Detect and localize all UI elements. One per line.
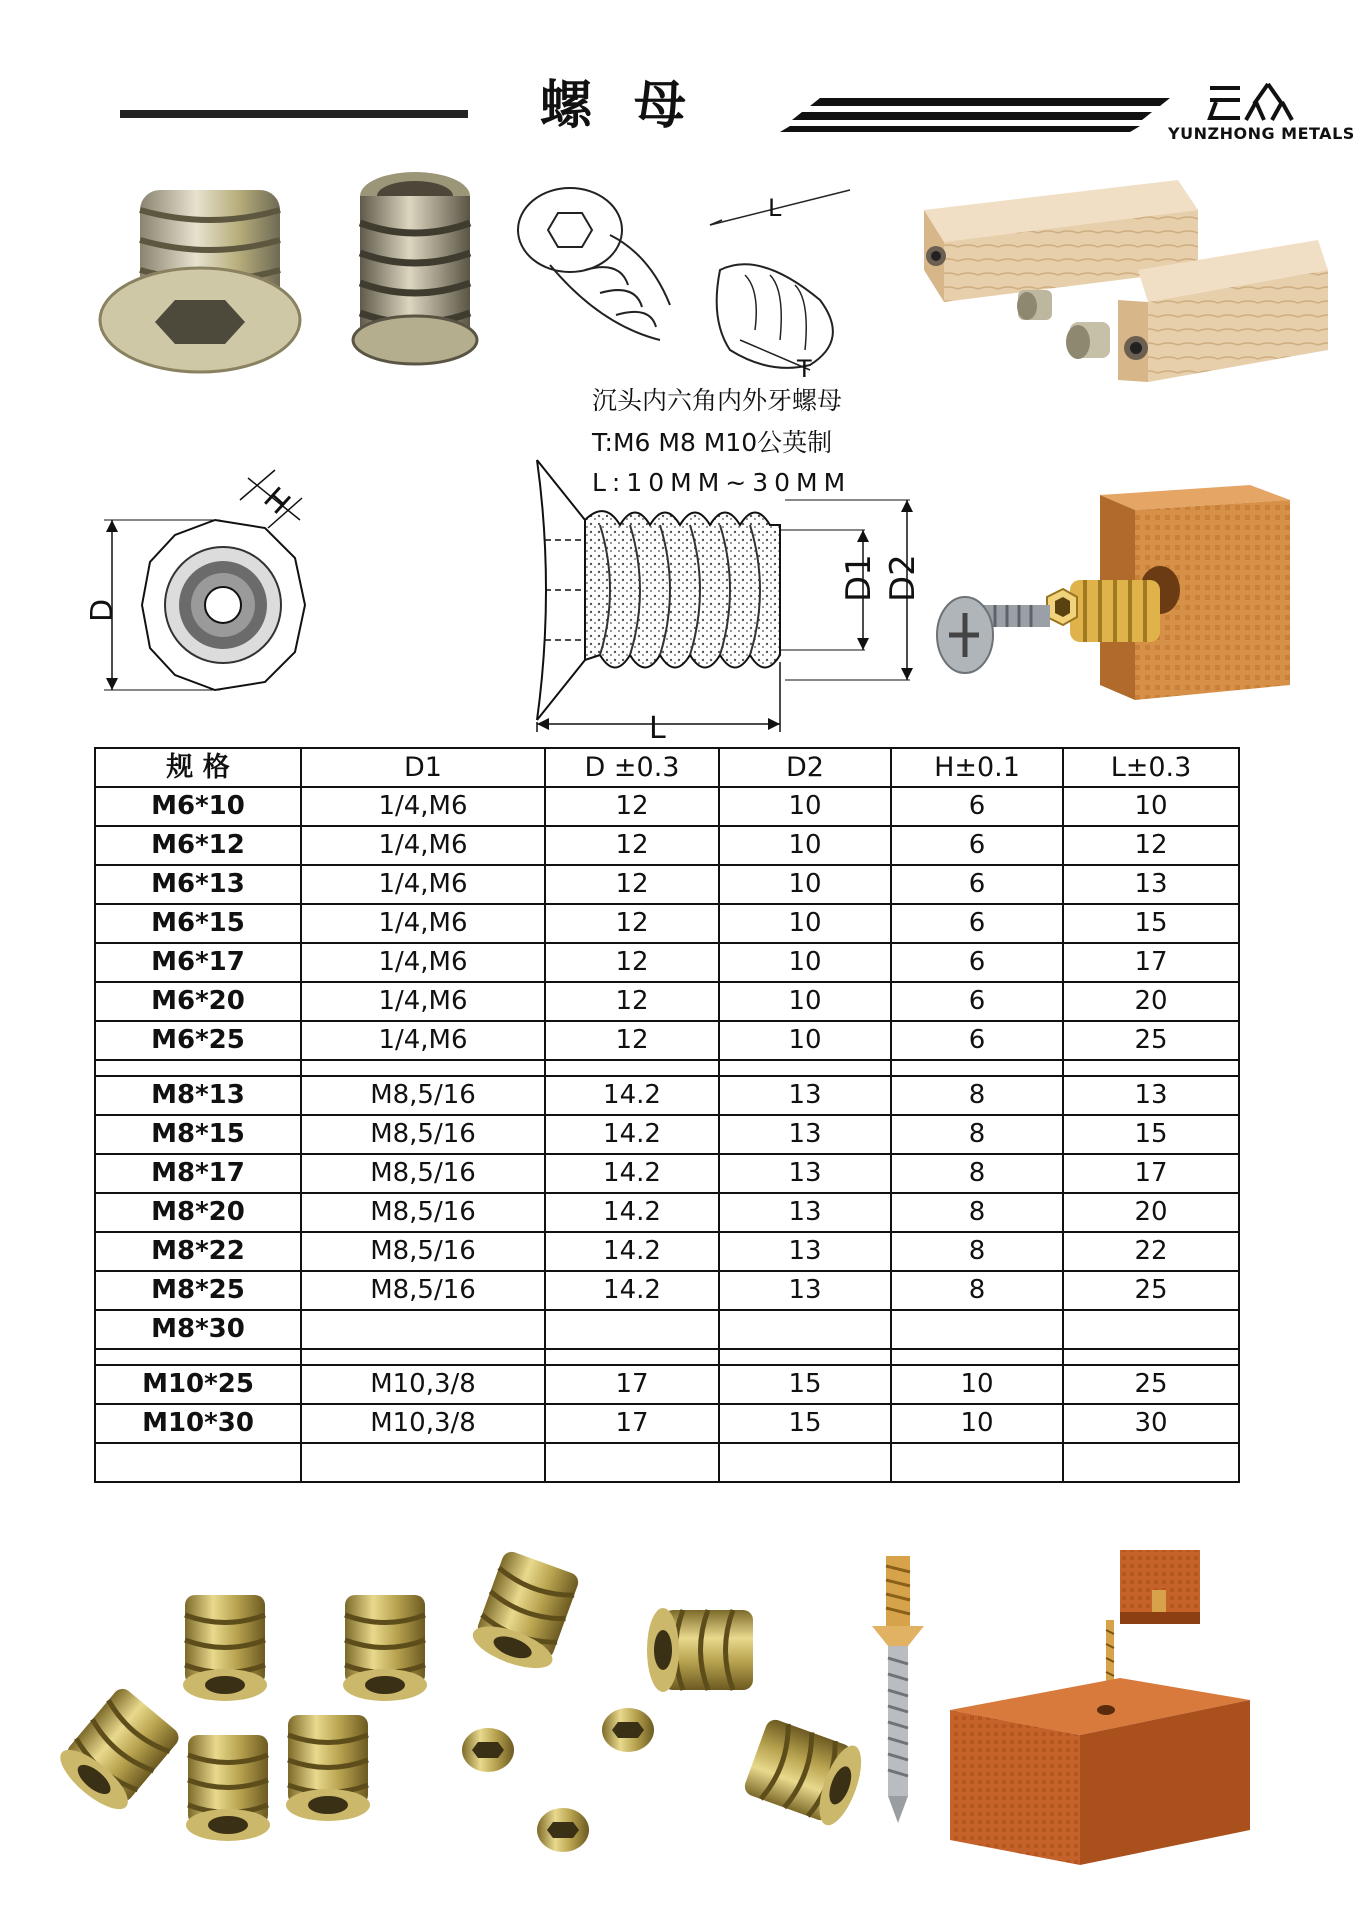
table-cell: M6*10 (95, 787, 301, 826)
table-cell (1063, 1060, 1239, 1076)
table-row (95, 1076, 1239, 1115)
table-cell: 14.2 (545, 1115, 719, 1154)
table-cell: M6*15 (95, 904, 301, 943)
table-cell: 10 (719, 943, 891, 982)
svg-text:T: T (797, 355, 812, 383)
header-spec: 规 格 (95, 748, 301, 787)
table-cell: 15 (1063, 1115, 1239, 1154)
table-cell: 15 (719, 1404, 891, 1443)
table-cell: 1/4,M6 (301, 865, 545, 904)
table-cell: 15 (1063, 904, 1239, 943)
table-cell: 13 (719, 1154, 891, 1193)
table-cell: M10,3/8 (301, 1365, 545, 1404)
table-cell: 10 (719, 865, 891, 904)
table-cell: 14.2 (545, 1271, 719, 1310)
table-cell: 14.2 (545, 1076, 719, 1115)
nut-top-view-diagram (85, 470, 350, 710)
product-length-spec: L:10MM~30MM (592, 468, 852, 497)
table-header-row (95, 748, 1239, 787)
hanger-bolt-photo (858, 1548, 938, 1828)
table-cell: 1/4,M6 (301, 787, 545, 826)
table-cell: 1/4,M6 (301, 904, 545, 943)
table-cell: 6 (891, 982, 1063, 1021)
table-cell (301, 1349, 545, 1365)
table-cell (891, 1060, 1063, 1076)
table-row (95, 865, 1239, 904)
table-cell: 30 (1063, 1404, 1239, 1443)
table-cell: M8*22 (95, 1232, 301, 1271)
table-cell (301, 1443, 545, 1482)
nut-sketch-head (510, 175, 690, 355)
page-title: 螺母 (540, 76, 729, 136)
table-cell: 6 (891, 826, 1063, 865)
table-cell: 8 (891, 1076, 1063, 1115)
nut-photo-side (335, 168, 495, 373)
header-rule-left (120, 110, 468, 118)
table-cell (1063, 1349, 1239, 1365)
svg-text:L: L (649, 711, 666, 746)
table-cell: 12 (545, 982, 719, 1021)
table-cell: 13 (1063, 865, 1239, 904)
table-cell: 22 (1063, 1232, 1239, 1271)
table-cell: M8,5/16 (301, 1193, 545, 1232)
table-cell: 1/4,M6 (301, 1021, 545, 1060)
svg-text:D1: D1 (839, 554, 879, 602)
table-cell: 13 (719, 1271, 891, 1310)
table-cell (891, 1443, 1063, 1482)
table-cell (545, 1443, 719, 1482)
table-cell: 14.2 (545, 1232, 719, 1271)
table-cell: M8,5/16 (301, 1115, 545, 1154)
table-cell: 12 (1063, 826, 1239, 865)
table-cell (301, 1060, 545, 1076)
table-cell: 1/4,M6 (301, 826, 545, 865)
table-row (95, 1310, 1239, 1349)
table-cell: M10,3/8 (301, 1404, 545, 1443)
spec-table-body (95, 787, 1239, 1482)
table-cell: M6*12 (95, 826, 301, 865)
header-d1: D1 (301, 748, 545, 787)
table-cell: M6*25 (95, 1021, 301, 1060)
table-cell: 10 (891, 1365, 1063, 1404)
table-cell: M8*13 (95, 1076, 301, 1115)
table-cell: 20 (1063, 1193, 1239, 1232)
table-cell (719, 1310, 891, 1349)
table-cell (301, 1310, 545, 1349)
bottom-nut-photos (28, 1540, 868, 1870)
table-cell (545, 1349, 719, 1365)
table-row (95, 1154, 1239, 1193)
table-row (95, 787, 1239, 826)
table-cell (719, 1443, 891, 1482)
table-cell: 8 (891, 1193, 1063, 1232)
table-cell: 1/4,M6 (301, 982, 545, 1021)
nut-photo-hex-head (80, 170, 330, 380)
table-cell (95, 1060, 301, 1076)
table-row (95, 1021, 1239, 1060)
nut-sketch-dimensions (700, 180, 900, 383)
table-cell (1063, 1443, 1239, 1482)
table-row (95, 1115, 1239, 1154)
table-cell: 10 (719, 787, 891, 826)
table-cell (1063, 1310, 1239, 1349)
table-cell: M6*20 (95, 982, 301, 1021)
table-cell: 17 (1063, 1154, 1239, 1193)
table-cell (891, 1310, 1063, 1349)
table-cell (719, 1349, 891, 1365)
table-cell: M10*30 (95, 1404, 301, 1443)
table-row (95, 1365, 1239, 1404)
table-cell: 12 (545, 787, 719, 826)
table-cell: 10 (719, 982, 891, 1021)
header-d: D ±0.3 (545, 748, 719, 787)
header-d2: D2 (719, 748, 891, 787)
table-row (95, 1271, 1239, 1310)
table-row (95, 1404, 1239, 1443)
table-cell (545, 1310, 719, 1349)
table-cell: 13 (719, 1193, 891, 1232)
svg-text:H: H (256, 480, 297, 522)
table-cell: 20 (1063, 982, 1239, 1021)
table-cell: 6 (891, 865, 1063, 904)
table-cell: 10 (719, 1021, 891, 1060)
table-cell: 10 (719, 826, 891, 865)
svg-text:D2: D2 (883, 554, 923, 602)
table-cell: 6 (891, 943, 1063, 982)
table-row (95, 1193, 1239, 1232)
table-cell: 17 (545, 1365, 719, 1404)
table-cell: 25 (1063, 1271, 1239, 1310)
table-cell (891, 1349, 1063, 1365)
table-cell: M10*25 (95, 1365, 301, 1404)
wood-block-insert-illustration (930, 1540, 1270, 1870)
table-row (95, 1060, 1239, 1076)
table-cell: M8,5/16 (301, 1271, 545, 1310)
table-cell: 25 (1063, 1021, 1239, 1060)
table-row (95, 943, 1239, 982)
table-cell: 12 (545, 904, 719, 943)
table-cell: M8,5/16 (301, 1232, 545, 1271)
table-row (95, 826, 1239, 865)
wood-bar-illustration (918, 170, 1328, 410)
table-cell: 6 (891, 787, 1063, 826)
table-cell: 13 (719, 1076, 891, 1115)
table-cell: 8 (891, 1271, 1063, 1310)
table-cell: M6*13 (95, 865, 301, 904)
table-cell: 12 (545, 826, 719, 865)
table-cell: 15 (719, 1365, 891, 1404)
table-row (95, 1349, 1239, 1365)
table-row (95, 982, 1239, 1021)
table-cell: 10 (891, 1404, 1063, 1443)
table-row (95, 1232, 1239, 1271)
table-cell (95, 1443, 301, 1482)
svg-text:L: L (768, 194, 782, 222)
table-cell (545, 1060, 719, 1076)
table-cell: M8*17 (95, 1154, 301, 1193)
product-name: 沉头内六角内外牙螺母 (592, 386, 843, 415)
table-cell: M8*25 (95, 1271, 301, 1310)
wood-cube-insert-illustration (935, 485, 1305, 710)
table-cell: M8,5/16 (301, 1076, 545, 1115)
nut-side-view-diagram (525, 450, 925, 746)
table-cell: 13 (719, 1232, 891, 1271)
table-cell: 12 (545, 865, 719, 904)
table-cell: 8 (891, 1154, 1063, 1193)
table-cell: 17 (545, 1404, 719, 1443)
table-cell: M6*17 (95, 943, 301, 982)
header-h: H±0.1 (891, 748, 1063, 787)
table-cell: 12 (545, 1021, 719, 1060)
table-cell: 8 (891, 1232, 1063, 1271)
table-cell: M8*30 (95, 1310, 301, 1349)
table-cell: 25 (1063, 1365, 1239, 1404)
table-cell: 8 (891, 1115, 1063, 1154)
table-cell (719, 1060, 891, 1076)
product-thread-spec: T:M6 M8 M10公英制 (592, 428, 833, 457)
table-cell: 10 (1063, 787, 1239, 826)
spec-table (94, 747, 1240, 1483)
table-cell: 6 (891, 1021, 1063, 1060)
table-cell: 6 (891, 904, 1063, 943)
table-cell: 10 (719, 904, 891, 943)
table-cell: 13 (719, 1115, 891, 1154)
table-cell: 1/4,M6 (301, 943, 545, 982)
company-logo-text: YUNZHONG METALS (1168, 124, 1355, 143)
table-cell: 12 (545, 943, 719, 982)
table-cell: 14.2 (545, 1193, 719, 1232)
svg-text:D: D (85, 598, 120, 622)
table-cell: M8*20 (95, 1193, 301, 1232)
table-cell: 14.2 (545, 1154, 719, 1193)
table-row (95, 1443, 1239, 1482)
table-row (95, 904, 1239, 943)
table-cell: M8,5/16 (301, 1154, 545, 1193)
table-cell: M8*15 (95, 1115, 301, 1154)
company-logo-icon (1206, 80, 1302, 124)
table-cell: 17 (1063, 943, 1239, 982)
table-cell: 13 (1063, 1076, 1239, 1115)
header-stripes (780, 98, 1180, 138)
table-cell (95, 1349, 301, 1365)
header-l: L±0.3 (1063, 748, 1239, 787)
